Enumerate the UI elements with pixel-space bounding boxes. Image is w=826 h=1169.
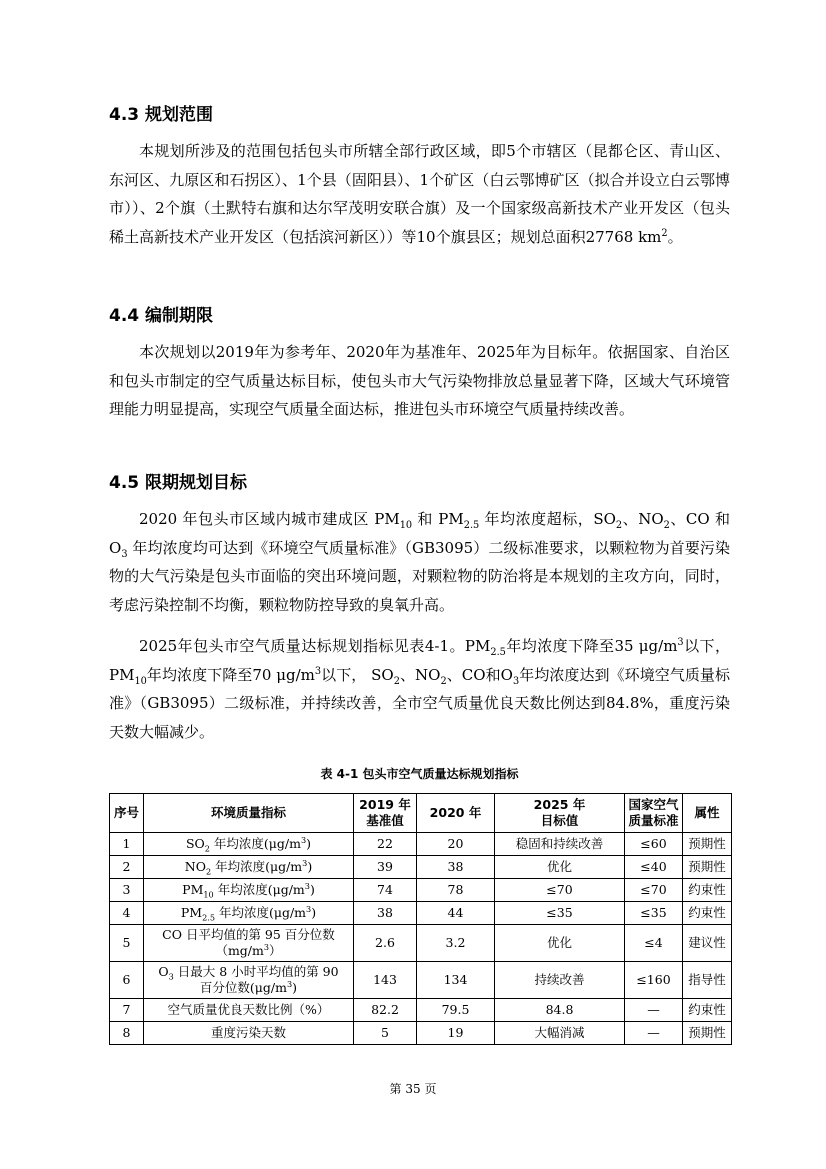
paragraph-targets-2025: 2025年包头市空气质量达标规划指标见表4-1。$PM_{2.5}$年均浓度下降至35 $\mu g/m^3$以下，$PM_{10}$年均浓度下降至70 $\mu g/m^3$以下， $SO_2$、$NO_2$、CO和$O_3$年均浓度达到《环境空气质量标准》（GB3095）二级标准，并持续改善，全市空气质量优良天数比例达到84.8%，重度污染天数大幅减少。 [109, 637, 730, 741]
section-heading-4-4: 4.4 编制期限 [109, 306, 214, 326]
header-no: 序号 [110, 794, 144, 833]
section-heading-4-3: 4.3 规划范围 [109, 105, 214, 125]
header-2025: 2025 年 目标值 [495, 794, 625, 833]
table-row: 8 重度污染天数 5 19 大幅消减 — 预期性 [110, 1022, 732, 1045]
header-attribute: 属性 [683, 794, 732, 833]
table-row: 7 空气质量优良天数比例（%） 82.2 79.5 84.8 — 约束性 [110, 999, 732, 1022]
table-caption: 表 4-1 包头市空气质量达标规划指标 [320, 767, 519, 781]
header-indicator: 环境质量指标 [144, 794, 354, 833]
header-2020: 2020 年 [417, 794, 495, 833]
table-row: 3 $PM_{10}$ 年均浓度$(\mu g/m^3)$ 74 78 ≤70 ≤70 约束性 [110, 879, 732, 902]
table-header-row [110, 794, 732, 833]
paragraph-period: 本次规划以2019年为参考年、2020年为基准年、2025年为目标年。依据国家、自治区和包头市制定的空气质量达标目标，使包头市大气污染物排放总量显著下降，区域大气环境管理能力明显提高，实现空气质量全面达标，推进包头市环境空气质量持续改善。 [109, 343, 730, 418]
table-row: 5 CO 日平均值的第 95 百分位数 $(mg/m^3)$ 2.6 3.2 优化 ≤4 建议性 [110, 925, 732, 962]
paragraph-status-2020: 2020 年包头市区域内城市建成区 $PM_{10}$ 和 $PM_{2.5}$ 年均浓度超标，$SO_2$、$NO_2$、CO 和 $O_3$ 年均浓度均可达到《环境空气质量标准》（GB3095）二级标准要求，以颗粒物为首要污染物的大气污染是包头市面临的突出环境问题，对颗粒物的防治将是本规划的主攻方向，同时，考虑污染控制不均衡，颗粒物防控导致的臭氧升高。 [109, 510, 730, 614]
section-heading-4-5: 4.5 限期规划目标 [109, 473, 248, 493]
table-row: 1 $SO_2$ 年均浓度$(\mu g/m^3)$ 22 20 稳固和持续改善 ≤60 预期性 [110, 833, 732, 856]
indicator-table [109, 793, 732, 1045]
table-row: 4 $PM_{2.5}$ 年均浓度$(\mu g/m^3)$ 38 44 ≤35 ≤35 约束性 [110, 902, 732, 925]
page-number: 第 35 页 [389, 1082, 437, 1096]
table-row: 2 $NO_2$ 年均浓度$(\mu g/m^3)$ 39 38 优化 ≤40 预期性 [110, 856, 732, 879]
paragraph-scope: 本规划所涉及的范围包括包头市所辖全部行政区域，即5个市辖区（昆都仑区、青山区、东河区、九原区和石拐区）、1个县（固阳县）、1个矿区（白云鄂博矿区（拟合并设立白云鄂博市））、2个旗（土默特右旗和达尔罕茂明安联合旗）及一个国家级高新技术产业开发区（包头稀土高新技术产业开发区（包括滨河新区））等10个旗县区；规划总面积27768 $km^2$。 [109, 142, 730, 246]
header-2019: 2019 年 基准值 [354, 794, 417, 833]
table-row: 6 $O_3$ 日最大 8 小时平均值的第 90 百分位数$(\mu g/m^3)$ 143 134 持续改善 ≤160 指导性 [110, 962, 732, 999]
header-national-standard: 国家空气 质量标准 [625, 794, 683, 833]
